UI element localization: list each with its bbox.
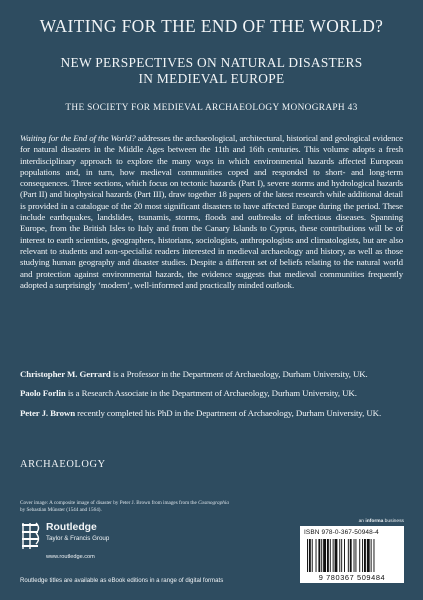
isbn-label: ISBN 978-0-367-50948-4 bbox=[304, 529, 379, 536]
subtitle-line-1: NEW PERSPECTIVES ON NATURAL DISASTERS bbox=[60, 55, 363, 70]
series-name: THE SOCIETY FOR MEDIEVAL ARCHAEOLOGY MONOGRAPH 43 bbox=[65, 103, 358, 113]
publisher-website: www.routledge.com bbox=[46, 554, 95, 560]
imprint-suffix: business bbox=[383, 519, 404, 524]
barcode-bars bbox=[306, 539, 398, 572]
author-bio bbox=[20, 388, 403, 399]
description-text: addresses the archaeological, architectural, historical and geological evidence for natural disasters in the Middle Ages between the 11th and 16th centuries. This volume adopts a fresh interdisciplinary approach to explore the many ways in which environmental hazards affected European populations and, in turn, how medieval communities coped and responded to short- and long-term consequences. Three sections, which focus on tectonic hazards (Part I), severe storms and hydrological hazards (Part II) and biophysical hazards (Part III), draw together 18 papers of the latest research while additional detail is provided in a catalogue of the 20 most significant disasters to have affected Europe during the period. These include earthquakes, landslides, tsunamis, storms, floods and outbreaks of infectious diseases. Spanning Europe, from the British Isles to Italy and from the Canary Islands to Cyprus, these contributions will be of interest to earth scientists, geographers, historians, sociologists, anthropologists and climatologists, but are also relevant to students and non-specialist readers interested in medieval archaeology and history, as well as those studying human geography and disaster studies. Despite a different set of beliefs relating to the natural world and protection against environmental hazards, the evidence suggests that medieval communities frequently adopted a surprisingly ‘modern’, well-informed and practically minded outlook. bbox=[20, 133, 403, 290]
book-title: WAITING FOR THE END OF THE WORLD? bbox=[39, 16, 384, 36]
barcode-digits: 9 780367 509484 bbox=[318, 573, 386, 582]
author-name: Paolo Forlin bbox=[20, 388, 66, 399]
author-bio bbox=[20, 369, 403, 380]
author-name: Christopher M. Gerrard bbox=[20, 369, 111, 379]
author-bio bbox=[20, 408, 403, 419]
subject-category: ARCHAEOLOGY bbox=[20, 459, 106, 470]
credit-work-title: Cosmographia bbox=[198, 500, 229, 506]
credit-text: Cover image: A composite image of disaster by Peter J. Brown from images from the bbox=[20, 500, 199, 506]
routledge-logo-icon bbox=[20, 521, 42, 551]
credit-text-end: by Sebastian Münster (1544 and 1564). bbox=[20, 506, 102, 513]
publisher-logo bbox=[20, 521, 130, 551]
publisher-name: Routledge bbox=[46, 522, 97, 533]
informa-imprint bbox=[312, 519, 404, 524]
imprint-prefix: an bbox=[358, 519, 366, 524]
book-description bbox=[20, 133, 403, 291]
author-bios bbox=[20, 369, 403, 427]
author-name: Peter J. Brown bbox=[20, 407, 76, 418]
cover-image-credit bbox=[20, 500, 230, 513]
ebook-availability-note: Routledge titles are available as eBook editions in a range of digital formats bbox=[20, 577, 224, 584]
description-title: Waiting for the End of the World? bbox=[20, 133, 136, 143]
publisher-group: Taylor & Francis Group bbox=[46, 535, 110, 542]
imprint-brand: informa bbox=[365, 519, 384, 524]
book-subtitle bbox=[0, 55, 423, 86]
author-affiliation: is a Professor in the Department of Archaeology, Durham University, UK. bbox=[110, 369, 368, 379]
author-affiliation: recently completed his PhD in the Department of Archaeology, Durham University, UK. bbox=[75, 407, 382, 418]
isbn-barcode bbox=[300, 526, 404, 583]
subtitle-line-2: IN MEDIEVAL EUROPE bbox=[138, 70, 285, 86]
author-affiliation: is a Research Associate in the Department of Archaeology, Durham University, UK. bbox=[65, 388, 357, 399]
